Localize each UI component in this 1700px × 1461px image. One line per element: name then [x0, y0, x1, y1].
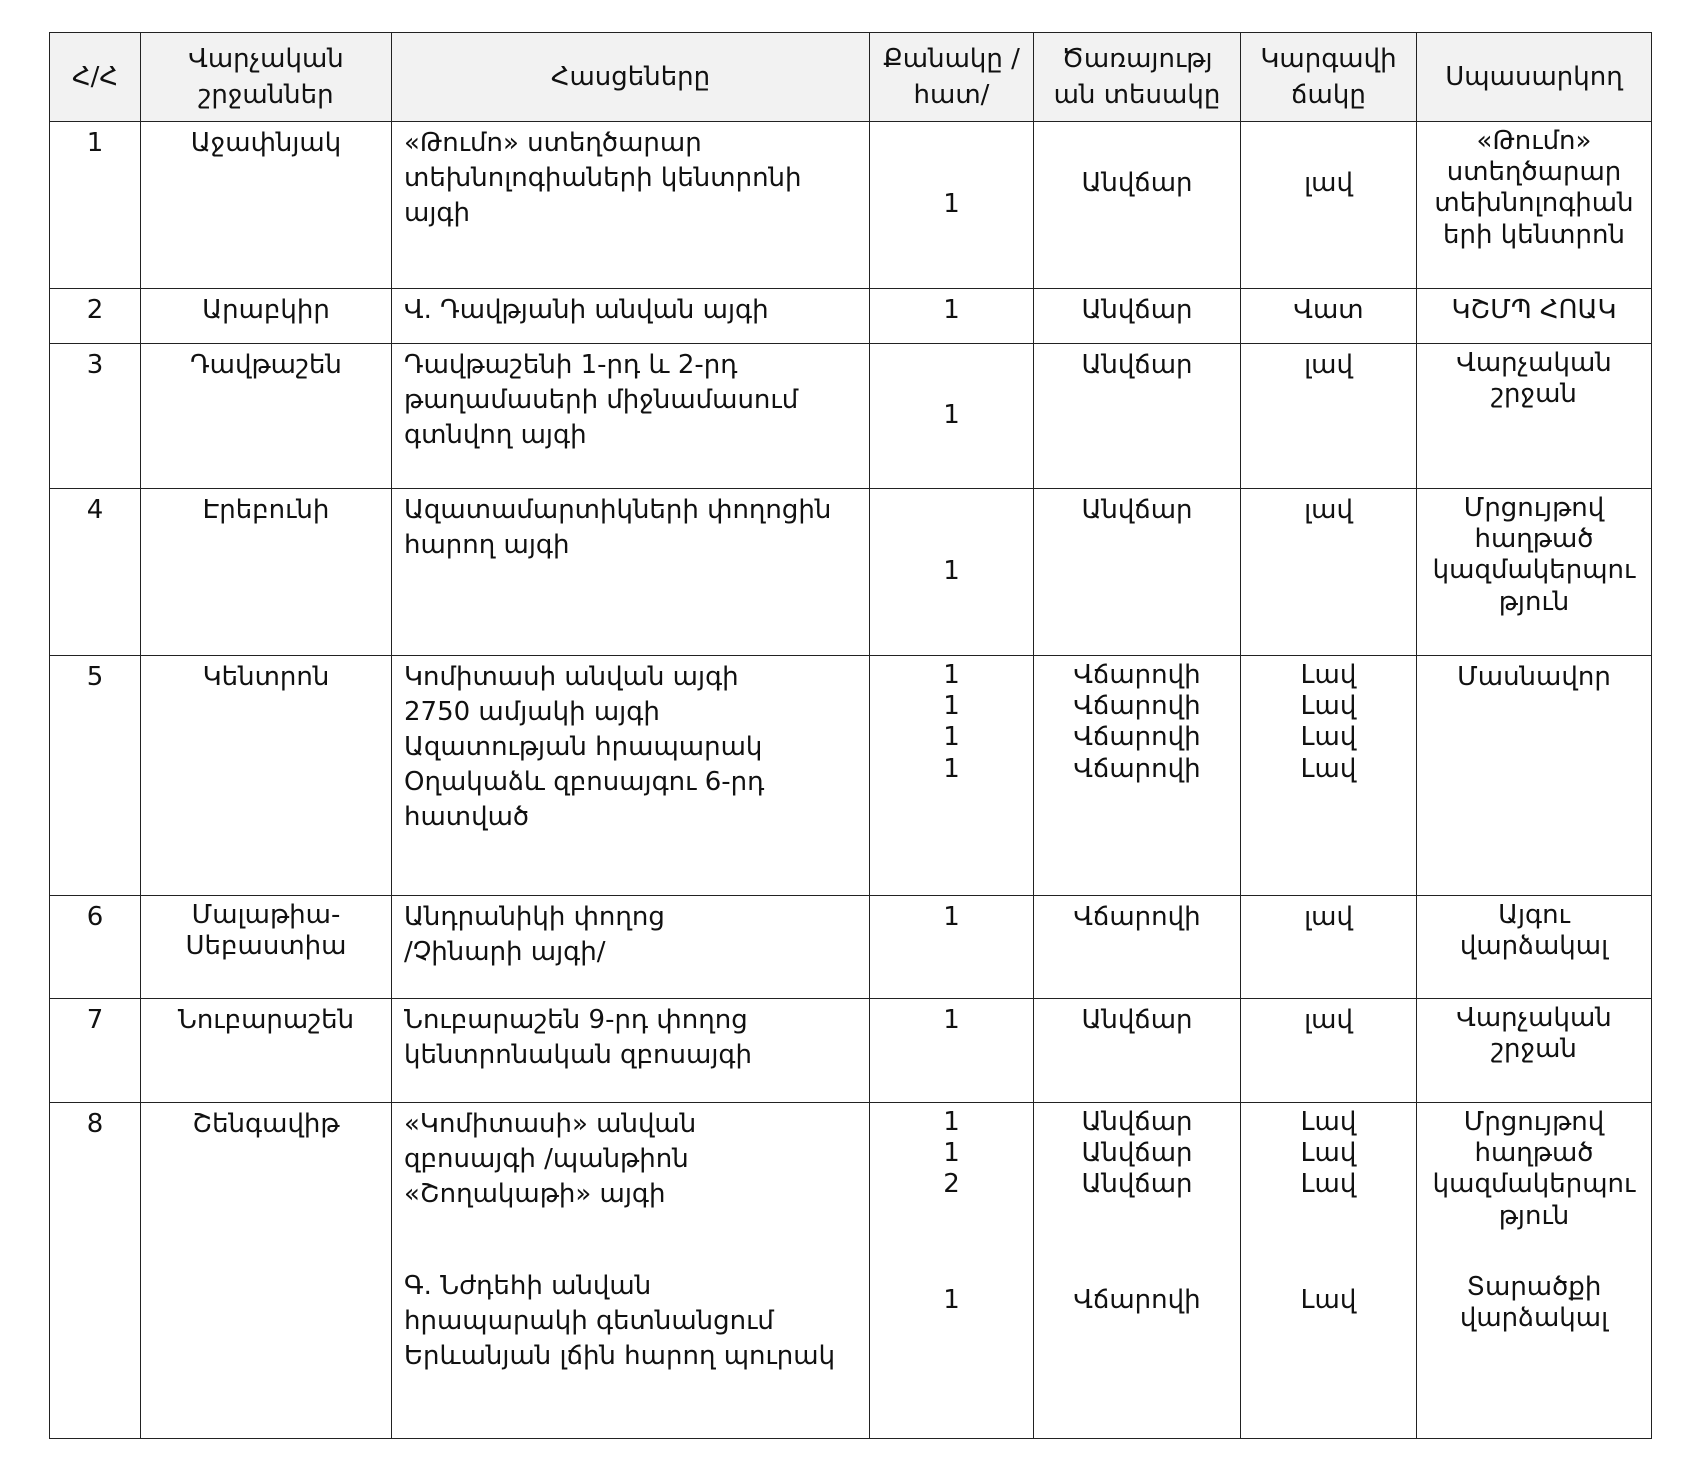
row-service	[1034, 656, 1241, 896]
quantity-value: 1	[943, 722, 960, 753]
row-num: 6	[50, 896, 141, 999]
condition-value: Լավ	[1300, 722, 1357, 753]
row-address	[392, 999, 870, 1103]
row-address	[392, 344, 870, 489]
condition-value: Լավ	[1300, 1107, 1357, 1137]
quantity-value: 1	[943, 753, 960, 784]
row-condition	[1241, 656, 1417, 896]
address-line: կենտրոնական զբոսայգի	[404, 1040, 752, 1071]
address-line: թաղամասերի միջնամասում	[404, 385, 799, 416]
address-line: տեխնոլոգիաների կենտրոնի	[404, 163, 802, 194]
address-line: Վ. Դավթյանի անվան այգի	[404, 295, 769, 325]
header-quantity: Քանակը /հատ/	[870, 33, 1034, 122]
row-maintainer: Մրցույթով հաղթած կազմակերպու թյուն	[1417, 489, 1652, 656]
row-condition: լավ	[1241, 999, 1417, 1103]
row-condition: լավ	[1241, 489, 1417, 656]
service-value: Վճարովի	[1073, 1284, 1201, 1315]
row-condition: լավ	[1241, 344, 1417, 489]
table-row	[50, 289, 1652, 344]
condition-value: Լավ	[1300, 691, 1357, 722]
row-service: Անվճար	[1034, 122, 1241, 289]
header-service-type: Ծառայությ ան տեսակը	[1034, 33, 1241, 122]
address-line: 2750 ամյակի այգի	[404, 697, 660, 728]
service-value: Անվճար	[1081, 1107, 1193, 1137]
row-district: Դավթաշեն	[141, 344, 392, 489]
row-num: 3	[50, 344, 141, 489]
service-value: Անվճար	[1081, 1138, 1193, 1169]
condition-value: Լավ	[1300, 1169, 1357, 1200]
header-district: Վարչական շրջաններ	[141, 33, 392, 122]
maintainer-value: Մրցույթով հաղթած կազմակերպու թյուն	[1432, 1107, 1636, 1231]
row-num: 8	[50, 1103, 141, 1439]
quantity-value: 1	[943, 1107, 960, 1137]
address-line: հատված	[404, 802, 530, 833]
row-quantity	[870, 1103, 1034, 1439]
address-line: /Չինարի այգի/	[404, 937, 606, 968]
address-line: Անդրանիկի փողոց	[404, 902, 665, 932]
header-condition: Կարգավի ճակը	[1241, 33, 1417, 122]
row-address	[392, 1103, 870, 1439]
parks-table	[49, 32, 1652, 1439]
address-line: հարող այգի	[404, 530, 570, 561]
row-service: Անվճար	[1034, 999, 1241, 1103]
quantity-value: 1	[943, 660, 960, 690]
table-row	[50, 489, 1652, 656]
address-line: Գ. Նժդեհի անվան	[404, 1271, 652, 1302]
row-maintainer: Վարչական շրջան	[1417, 344, 1652, 489]
row-condition	[1241, 1103, 1417, 1439]
row-maintainer: «Թումո» ստեղծարար տեխնոլոգիան երի կենտրոն	[1417, 122, 1652, 289]
address-line: Ազատամարտիկների փողոցին	[404, 495, 832, 525]
table-row	[50, 656, 1652, 896]
row-district: Մալաթիա- Սեբաստիա	[141, 896, 392, 999]
quantity-value: 2	[943, 1169, 960, 1200]
address-line: Նուբարաշեն 9-րդ փողոց	[404, 1005, 748, 1035]
maintainer-value: Տարածքի վարձակալ	[1459, 1271, 1609, 1333]
address-line: Օղակաձև զբոսայգու 6-րդ	[404, 767, 765, 798]
service-value: Վճարովի	[1073, 753, 1201, 784]
row-quantity: 1	[870, 344, 1034, 489]
table-row	[50, 344, 1652, 489]
row-condition: լավ	[1241, 896, 1417, 999]
quantity-value: 1	[943, 1284, 960, 1315]
service-value: Անվճար	[1081, 1169, 1193, 1200]
row-num: 5	[50, 656, 141, 896]
row-address	[392, 656, 870, 896]
row-address	[392, 122, 870, 289]
row-service	[1034, 1103, 1241, 1439]
header-maintainer: Սպասարկող	[1417, 33, 1652, 122]
service-value: Վճարովի	[1073, 722, 1201, 753]
row-maintainer: Մասնավոր	[1417, 656, 1652, 896]
table-row	[50, 122, 1652, 289]
row-maintainer: ԿՇՄՊ ՀՈԱԿ	[1417, 289, 1652, 344]
row-address	[392, 489, 870, 656]
address-gap	[404, 1212, 861, 1269]
address-line: հրապարակի գետնանցում	[404, 1306, 774, 1337]
row-quantity: 1	[870, 999, 1034, 1103]
row-district: Աջափնյակ	[141, 122, 392, 289]
address-line: այգի	[404, 198, 470, 229]
table-row	[50, 1103, 1652, 1439]
row-address	[392, 289, 870, 344]
table-row	[50, 896, 1652, 999]
condition-value: Լավ	[1300, 753, 1357, 784]
row-quantity: 1	[870, 122, 1034, 289]
row-service: Վճարովի	[1034, 896, 1241, 999]
row-service: Անվճար	[1034, 344, 1241, 489]
row-quantity: 1	[870, 289, 1034, 344]
row-district: Արաբկիր	[141, 289, 392, 344]
address-line: զբոսայգի /պանթիոն	[404, 1144, 689, 1175]
service-value: Վճարովի	[1073, 691, 1201, 722]
address-line: «Շողակաթի» այգի	[404, 1179, 666, 1210]
row-num: 4	[50, 489, 141, 656]
row-maintainer: Այգու վարձակալ	[1417, 896, 1652, 999]
address-line: Դավթաշենի 1-րդ և 2-րդ	[404, 350, 738, 380]
row-district: Շենգավիթ	[141, 1103, 392, 1439]
row-maintainer	[1417, 1103, 1652, 1439]
row-quantity: 1	[870, 489, 1034, 656]
row-district: Էրեբունի	[141, 489, 392, 656]
row-district: Կենտրոն	[141, 656, 392, 896]
table-row	[50, 999, 1652, 1103]
condition-value: Լավ	[1300, 1284, 1357, 1315]
header-num: Հ/Հ	[50, 33, 141, 122]
address-line: Կոմիտասի անվան այգի	[404, 662, 739, 692]
quantity-value: 1	[943, 691, 960, 722]
address-line: Երևանյան լճին հարող պուրակ	[404, 1341, 836, 1372]
header-row	[50, 33, 1652, 122]
condition-value: Լավ	[1300, 1138, 1357, 1169]
service-value: Վճարովի	[1073, 660, 1201, 690]
address-line: գտնվող այգի	[404, 420, 587, 451]
address-line: «Կոմիտասի» անվան	[404, 1109, 697, 1139]
row-district: Նուբարաշեն	[141, 999, 392, 1103]
address-line: Ազատության հրապարակ	[404, 732, 763, 763]
row-num: 2	[50, 289, 141, 344]
quantity-value: 1	[943, 1138, 960, 1169]
row-condition: լավ	[1241, 122, 1417, 289]
condition-value: Լավ	[1300, 660, 1357, 690]
row-num: 7	[50, 999, 141, 1103]
row-num: 1	[50, 122, 141, 289]
row-quantity: 1	[870, 896, 1034, 999]
header-parks: Հասցեները	[392, 33, 870, 122]
row-service: Անվճար	[1034, 489, 1241, 656]
row-quantity	[870, 656, 1034, 896]
row-service: Անվճար	[1034, 289, 1241, 344]
address-line: «Թումո» ստեղծարար	[404, 128, 702, 158]
row-condition: Վատ	[1241, 289, 1417, 344]
row-maintainer: Վարչական շրջան	[1417, 999, 1652, 1103]
row-address	[392, 896, 870, 999]
